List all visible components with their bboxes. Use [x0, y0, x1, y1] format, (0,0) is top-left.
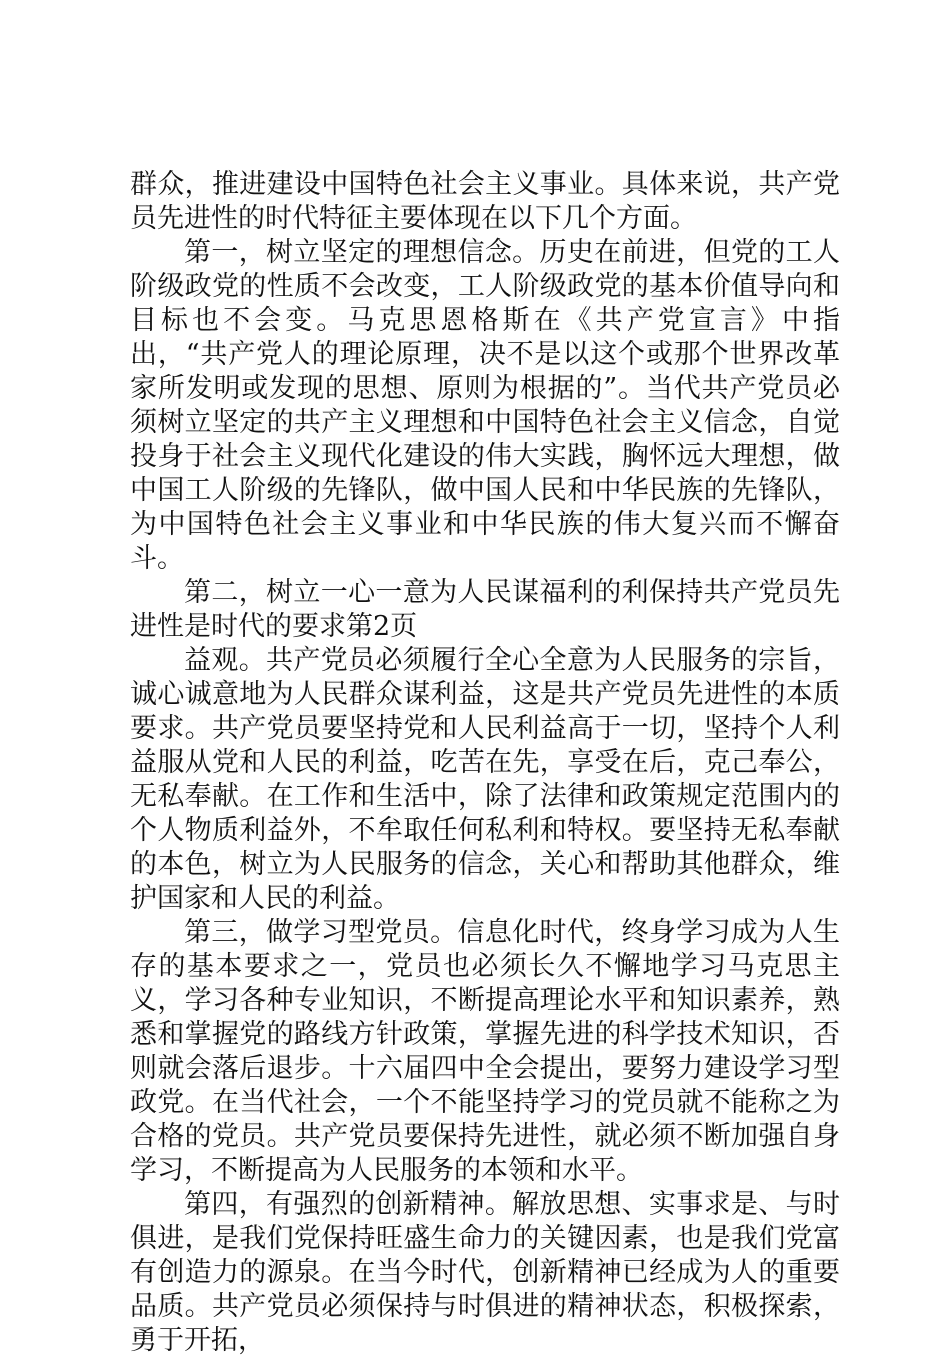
document-body: [130, 168, 840, 1358]
paragraph-fourth-point: 第四，有强烈的创新精神。解放思想、实事求是、与时俱进，是我们党保持旺盛生命力的关键因素，也是我们党富有创造力的源泉。在当今时代，创新精神已经成为人的重要品质。共产党员必须保持与时俱进的精神状态，积极探索，勇于开拓，: [130, 1189, 840, 1356]
paragraph-second-point-body: 益观。共产党员必须履行全心全意为人民服务的宗旨，诚心诚意地为人民群众谋利益，这是共产党员先进性的本质要求。共产党员要坚持党和人民利益高于一切，坚持个人利益服从党和人民的利益，吃苦在先，享受在后，克己奉公，无私奉献。在工作和生活中，除了法律和政策规定范围内的个人物质利益外，不牟取任何私利和特权。要坚持无私奉献的本色，树立为人民服务的信念，关心和帮助其他群众，维护国家和人民的利益。: [130, 645, 840, 914]
paragraph-continuation: 群众，推进建设中国特色社会主义事业。具体来说，共产党员先进性的时代特征主要体现在以下几个方面。: [130, 169, 840, 234]
paragraph-first-point: 第一，树立坚定的理想信念。历史在前进，但党的工人阶级政党的性质不会改变，工人阶级政党的基本价值导向和目标也不会变。马克思恩格斯在《共产党宣言》中指出，“共产党人的理论原理，决不是以这个或那个世界改革家所发明或发现的思想、原则为根据的”。当代共产党员必须树立坚定的共产主义理想和中国特色社会主义信念，自觉投身于社会主义现代化建设的伟大实践，胸怀远大理想，做中国工人阶级的先锋队，做中国人民和中华民族的先锋队，为中国特色社会主义事业和中华民族的伟大复兴而不懈奋斗。: [130, 237, 840, 574]
paragraph-third-point: 第三，做学习型党员。信息化时代，终身学习成为人生存的基本要求之一，党员也必须长久不懈地学习马克思主义，学习各种专业知识，不断提高理论水平和知识素养，熟悉和掌握党的路线方针政策，掌握先进的科学技术知识，否则就会落后退步。十六届四中全会提出，要努力建设学习型政党。在当代社会，一个不能坚持学习的党员就不能称之为合格的党员。共产党员要保持先进性，就必须不断加强自身学习，不断提高为人民服务的本领和水平。: [130, 917, 840, 1186]
paragraph-second-point-heading: 第二，树立一心一意为人民谋福利的利保持共产党员先进性是时代的要求第2页: [130, 577, 840, 642]
